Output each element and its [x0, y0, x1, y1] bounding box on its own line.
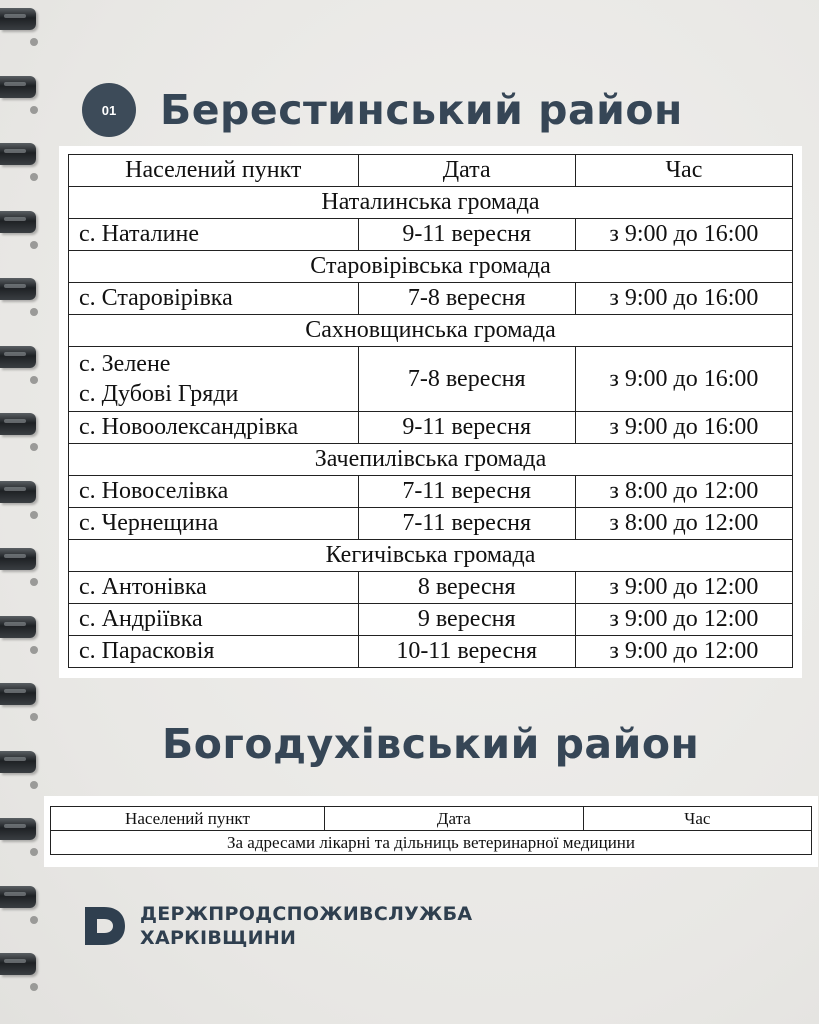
- table-row: [69, 412, 793, 444]
- place-cell: с. Наталине: [69, 219, 359, 251]
- group-row: [69, 315, 793, 347]
- section-number-badge: 01: [82, 83, 136, 137]
- spiral-ring: [0, 143, 36, 165]
- district-title-berestyn: Берестинський район: [160, 86, 683, 134]
- spiral-ring: [0, 346, 36, 368]
- place-cell: с. Новоолександрівка: [69, 412, 359, 444]
- binding-hole: [30, 106, 38, 114]
- brand-name: [140, 902, 472, 950]
- date-cell: 9-11 вересня: [358, 219, 575, 251]
- time-cell: з 8:00 до 12:00: [575, 508, 792, 540]
- spiral-binding: [0, 0, 44, 1024]
- time-cell: з 9:00 до 12:00: [575, 572, 792, 604]
- table-row: [69, 219, 793, 251]
- district-title-bohodukhiv: Богодухівський район: [162, 720, 700, 768]
- date-cell: 10-11 вересня: [358, 636, 575, 668]
- table-row: [69, 476, 793, 508]
- date-cell: 9-11 вересня: [358, 412, 575, 444]
- group-row: [69, 444, 793, 476]
- spiral-ring: [0, 278, 36, 300]
- column-header-date: Дата: [358, 155, 575, 187]
- schedule-table-berestyn: [68, 154, 793, 668]
- time-cell: з 9:00 до 16:00: [575, 412, 792, 444]
- binding-hole: [30, 848, 38, 856]
- binding-hole: [30, 241, 38, 249]
- date-cell: 7-11 вересня: [358, 508, 575, 540]
- address-note: За адресами лікарні та дільниць ветеринарної медицини: [51, 831, 812, 855]
- date-cell: 7-8 вересня: [358, 347, 575, 412]
- schedule-table-bohodukhiv: [50, 806, 812, 855]
- binding-hole: [30, 511, 38, 519]
- spiral-ring: [0, 413, 36, 435]
- place-cell: с. Антонівка: [69, 572, 359, 604]
- table-header-row: [69, 155, 793, 187]
- community-name: Зачепилівська громада: [69, 444, 793, 476]
- binding-hole: [30, 646, 38, 654]
- date-cell: 7-8 вересня: [358, 283, 575, 315]
- spiral-ring: [0, 76, 36, 98]
- table-row: [69, 508, 793, 540]
- spiral-ring: [0, 548, 36, 570]
- time-cell: з 9:00 до 16:00: [575, 347, 792, 412]
- place-cell: с. Чернещина: [69, 508, 359, 540]
- schedule-table-1-container: [59, 146, 802, 678]
- spiral-ring: [0, 751, 36, 773]
- binding-hole: [30, 916, 38, 924]
- column-header-place: Населений пункт: [69, 155, 359, 187]
- column-header-time: Час: [583, 807, 811, 831]
- date-cell: 9 вересня: [358, 604, 575, 636]
- binding-hole: [30, 578, 38, 586]
- spiral-ring: [0, 481, 36, 503]
- spiral-ring: [0, 8, 36, 30]
- place-cell: с. Парасковія: [69, 636, 359, 668]
- binding-hole: [30, 713, 38, 721]
- community-name: Наталинська громада: [69, 187, 793, 219]
- group-row: [69, 540, 793, 572]
- place-cell: с. Андріївка: [69, 604, 359, 636]
- binding-hole: [30, 38, 38, 46]
- community-name: Кегичівська громада: [69, 540, 793, 572]
- section-2-header: [162, 720, 699, 768]
- community-name: Сахновщинська громада: [69, 315, 793, 347]
- d-logo-icon: [82, 903, 128, 949]
- time-cell: з 9:00 до 12:00: [575, 604, 792, 636]
- column-header-date: Дата: [324, 807, 583, 831]
- table-row: [69, 604, 793, 636]
- section-1-header: [82, 83, 683, 137]
- column-header-time: Час: [575, 155, 792, 187]
- time-cell: з 9:00 до 12:00: [575, 636, 792, 668]
- binding-hole: [30, 983, 38, 991]
- table-row: [69, 636, 793, 668]
- brand-footer: [82, 902, 472, 950]
- binding-hole: [30, 173, 38, 181]
- spiral-ring: [0, 953, 36, 975]
- spiral-ring: [0, 683, 36, 705]
- binding-hole: [30, 308, 38, 316]
- spiral-ring: [0, 886, 36, 908]
- spiral-ring: [0, 818, 36, 840]
- time-cell: з 9:00 до 16:00: [575, 283, 792, 315]
- date-cell: 8 вересня: [358, 572, 575, 604]
- group-row: [69, 251, 793, 283]
- table-row: [69, 283, 793, 315]
- time-cell: з 8:00 до 12:00: [575, 476, 792, 508]
- column-header-place: Населений пункт: [51, 807, 325, 831]
- place-cell: [69, 347, 359, 412]
- schedule-table-2-container: [44, 796, 818, 867]
- brand-line-1: ДЕРЖПРОДСПОЖИВСЛУЖБА: [140, 903, 473, 925]
- binding-hole: [30, 781, 38, 789]
- table-row: [69, 572, 793, 604]
- brand-line-2: ХАРКІВЩИНИ: [140, 927, 297, 949]
- time-cell: з 9:00 до 16:00: [575, 219, 792, 251]
- place-line: с. Зелене: [79, 351, 171, 377]
- binding-hole: [30, 376, 38, 384]
- table-row: [51, 831, 812, 855]
- binding-hole: [30, 443, 38, 451]
- place-cell: с. Новоселівка: [69, 476, 359, 508]
- table-header-row: [51, 807, 812, 831]
- date-cell: 7-11 вересня: [358, 476, 575, 508]
- community-name: Старовірівська громада: [69, 251, 793, 283]
- spiral-ring: [0, 616, 36, 638]
- spiral-ring: [0, 211, 36, 233]
- table-row: [69, 347, 793, 412]
- place-cell: с. Старовірівка: [69, 283, 359, 315]
- group-row: [69, 187, 793, 219]
- place-line: с. Дубові Гряди: [79, 381, 239, 407]
